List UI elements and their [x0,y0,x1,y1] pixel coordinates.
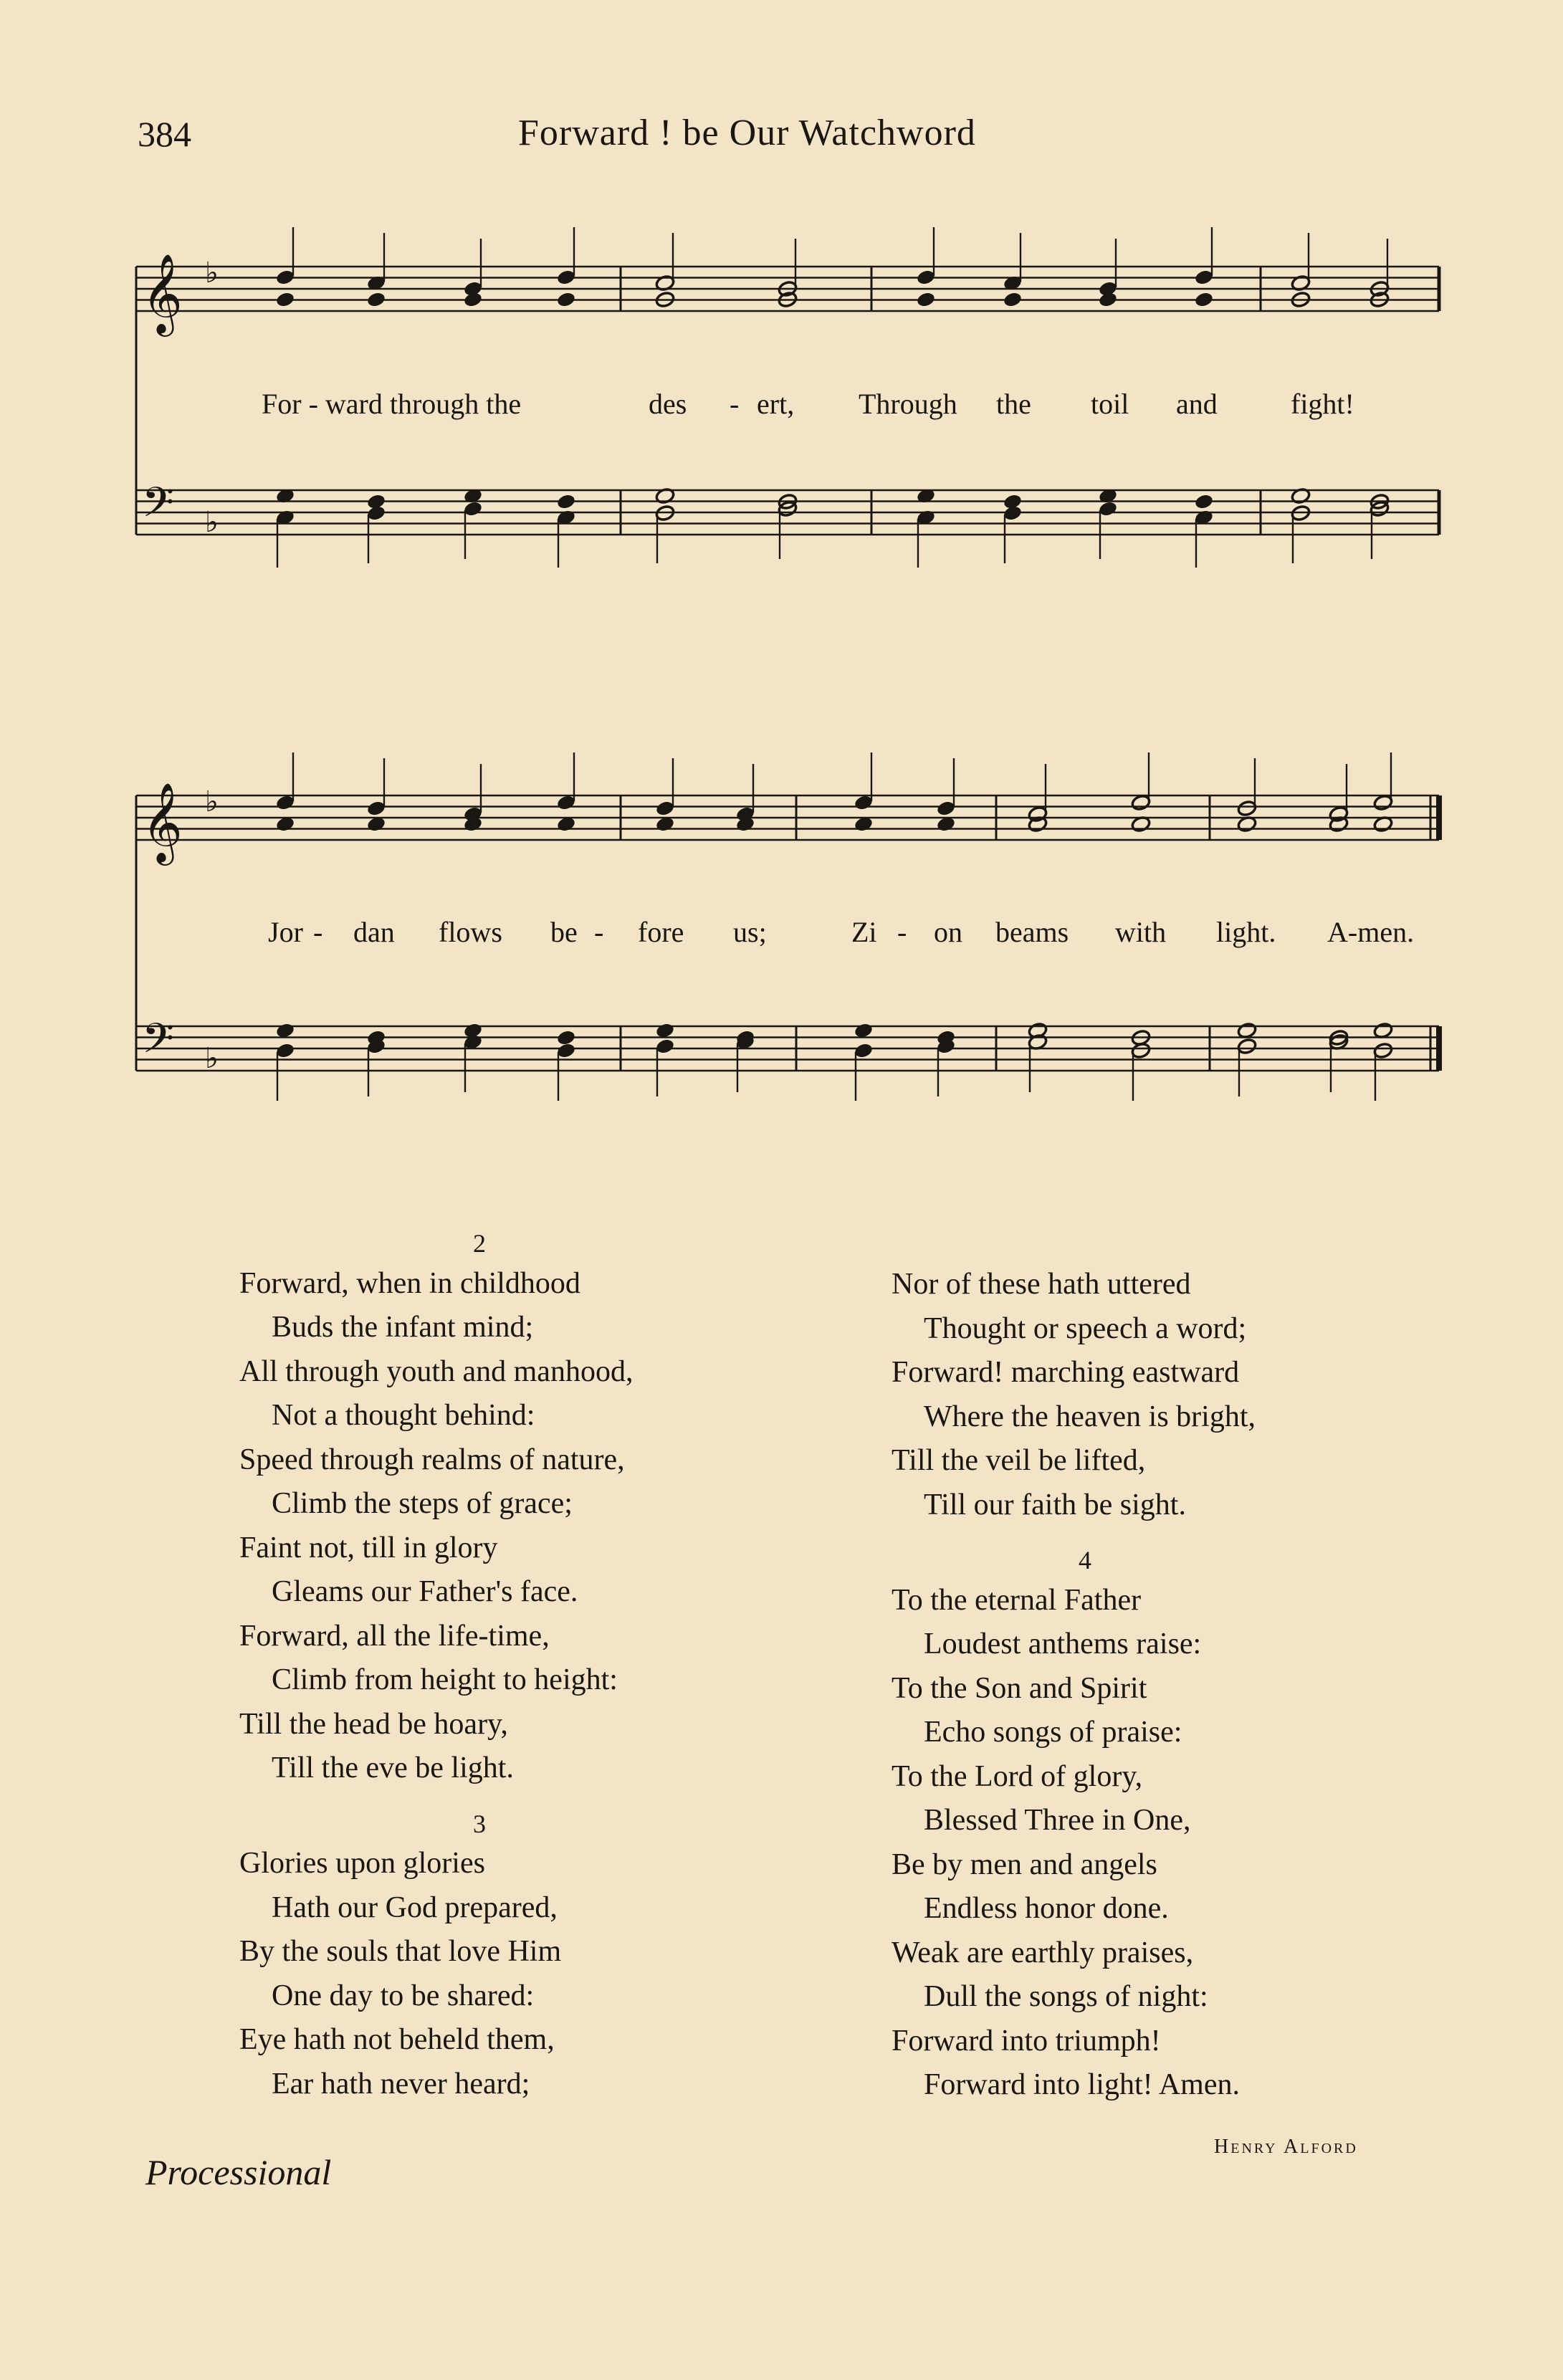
lyric-syllable: Jor [268,916,303,948]
verse-line: Thought or speech a word; [924,1311,1247,1345]
flat-icon: ♭ [205,785,219,818]
verse-line: By the souls that love Him [239,1935,562,1968]
staff-lines [136,227,1439,1101]
lyric-syllable: ert, [757,388,795,420]
verse-line: Climb the steps of grace; [272,1487,573,1520]
treble-clef-icon: 𝄞 [142,782,183,862]
lyric-syllable: light. [1216,916,1276,948]
note-head [1373,1042,1393,1059]
note-heads [142,253,1393,1075]
verse-line: Where the heaven is bright, [924,1400,1256,1433]
bass-clef-icon: 𝄢 [142,478,175,537]
lyric-syllable: - [730,388,740,420]
verse-line: Till the head be hoary, [239,1707,508,1741]
lyric-syllable: beams [995,916,1069,948]
page-number: 384 [138,114,191,154]
verse-line: One day to be shared: [272,1979,535,2012]
verse-line: Till the veil be lifted, [892,1444,1146,1477]
note-head [1237,800,1257,817]
verse-line: All through youth and manhood, [239,1354,634,1388]
lyric-syllable: fore [638,916,684,948]
verse-line: To the eternal Father [892,1583,1142,1617]
lyric-syllable: toil [1091,388,1129,420]
lyric-syllable: on [934,916,962,948]
verse-line: Forward into light! Amen. [924,2068,1240,2101]
lyric-syllable: the [996,388,1031,420]
verse-line: Not a thought behind: [272,1399,535,1432]
note-head [1194,291,1214,308]
note-head [275,291,295,308]
page-title: Forward ! be Our Watchword [518,113,976,153]
verse-line: To the Son and Spirit [892,1671,1147,1705]
verse-line: Forward, all the life-time, [239,1619,550,1653]
bass-clef-icon: 𝄢 [142,1014,175,1073]
lyric-syllable: - [897,916,907,948]
verse-column-left [239,1218,741,2106]
verse-line: Weak are earthly praises, [892,1936,1194,1969]
note-head [556,1029,576,1046]
tune-name: Processional [145,2152,332,2192]
note-head [1131,794,1151,811]
lyric-syllable: dan [353,916,395,948]
note-head [916,291,936,308]
note-head [556,493,576,510]
flat-icon: ♭ [205,257,219,290]
lyric-syllable: - [594,916,604,948]
note-head [1003,291,1023,308]
note-head [1131,1042,1151,1059]
lyric-syllable: be [550,916,578,948]
verse-line: Ear hath never heard; [272,2067,530,2101]
verse-line: Glories upon glories [239,1847,485,1880]
lyric-syllable: A-men. [1327,916,1415,948]
verse-line: Gleams our Father's face. [272,1575,578,1608]
note-head [366,291,386,308]
lyric-syllable: Zi [851,916,877,948]
verse-line: Faint not, till in glory [239,1531,498,1564]
verse-line: Echo songs of praise: [924,1716,1182,1749]
lyric-syllable: us; [733,916,767,948]
lyric-syllable: For - ward through the [262,388,522,420]
verse-line: Buds the infant mind; [272,1311,534,1344]
verse-line: Till the eve be light. [272,1751,514,1784]
verse-number: 4 [1079,1546,1091,1574]
verse-line: Dull the songs of night: [924,1980,1208,2013]
flat-icon: ♭ [205,1042,219,1075]
note-head [1194,493,1214,510]
verse-line: Hath our God prepared, [272,1891,558,1924]
verse-line: Be by men and angels [892,1848,1157,1881]
note-head [463,291,483,308]
note-head [1373,794,1393,811]
lyric-syllable: Through [859,388,957,420]
verse-line: Eye hath not beheld them, [239,2023,555,2056]
verse-line: Speed through realms of nature, [239,1443,625,1476]
verse-line: To the Lord of glory, [892,1759,1143,1793]
author-credit: Henry Alford [1214,2136,1358,2158]
verse-line: Loudest anthems raise: [924,1628,1202,1660]
verse-line: Climb from height to height: [272,1663,618,1696]
verse-number: 2 [473,1229,486,1258]
note-head [556,291,576,308]
treble-clef-icon: 𝄞 [142,253,183,333]
verse-number: 3 [473,1809,486,1838]
flat-icon: ♭ [205,506,219,539]
note-head [1237,1038,1257,1055]
lyric-syllable: and [1176,388,1218,420]
verse-line: Nor of these hath uttered [892,1268,1191,1301]
verse-line: Endless honor done. [924,1892,1169,1925]
verse-line: Blessed Three in One, [924,1804,1191,1837]
verse-column-right [892,1263,1393,2108]
lyric-syllable: with [1115,916,1167,948]
verse-line: Forward into triumph! [892,2024,1161,2058]
verse-line: Forward, when in childhood [239,1266,580,1300]
lyric-syllable: fight! [1291,388,1354,420]
verse-line: Forward! marching eastward [892,1356,1240,1389]
verse-line: Till our faith be sight. [924,1488,1186,1521]
lyric-syllable: des [649,388,687,420]
lyric-syllable: flows [439,916,502,948]
lyric-syllable: - [313,916,323,948]
note-head [1098,291,1118,308]
